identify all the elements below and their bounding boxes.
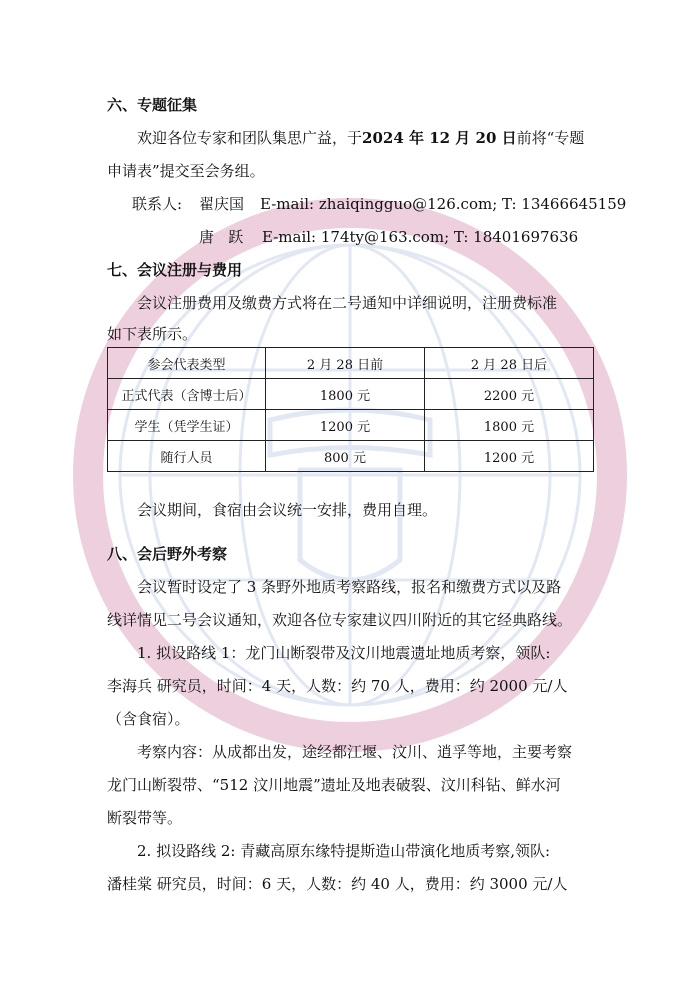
table-cell: 2200 元 [425,379,594,410]
table-header-cell: 2 月 28 日后 [425,348,594,379]
contact-1-name: 翟庆国 [199,195,245,213]
section-6-heading: 六、专题征集 [107,96,198,114]
contact-label: 联系人: [132,195,183,213]
route-1-content-line1: 考察内容：从成都出发，途经都江堰、汶川、逍孚等地，主要考察 [137,743,573,761]
route-2-line2: 潘桂棠 研究员，时间：6 天，人数：约 40 人，费用：约 3000 元/人 [107,875,568,893]
section-7-note: 会议期间，食宿由会议统一安排，费用自理。 [137,501,438,519]
table-header-row [108,348,594,379]
paragraph-text: 欢迎各位专家和团队集思广益，于 [137,129,363,147]
table-cell: 1200 元 [266,410,425,441]
contact-1-info: E-mail: zhaiqingguo@126.com; T: 13466645159 [260,195,627,213]
route-1-line2: 李海兵 研究员，时间：4 天，人数：约 70 人，费用：约 2000 元/人 [107,677,568,695]
table-cell: 随行人员 [108,441,266,472]
route-1-content-line3: 断裂带等。 [107,809,183,827]
route-1-line3: （含食宿）。 [107,710,190,728]
contact-2-info: E-mail: 174ty@163.com; T: 18401697636 [262,228,579,246]
paragraph-text: 前将“专题 [516,129,585,147]
table-cell: 1800 元 [425,410,594,441]
table-header-cell: 参会代表类型 [108,348,266,379]
route-1-content-line2: 龙门山断裂带、“512 汶川地震”遗址及地表破裂、汶川科钻、鲜水河 [107,776,561,794]
table-cell: 1800 元 [266,379,425,410]
table-row [108,441,594,472]
table-row [108,379,594,410]
section-8-paragraph: 会议暂时设定了 3 条野外地质考察路线，报名和缴费方式以及路 [137,578,562,596]
section-7-heading: 七、会议注册与费用 [107,261,243,279]
table-cell: 正式代表（含博士后） [108,379,266,410]
table-row [108,410,594,441]
route-2-line1: 2. 拟设路线 2: 青藏高原东缘特提斯造山带演化地质考察,领队: [137,842,551,860]
table-header-cell: 2 月 28 日前 [266,348,425,379]
table-cell: 800 元 [266,441,425,472]
table-cell: 1200 元 [425,441,594,472]
table-cell: 学生（凭学生证） [108,410,266,441]
route-1-line1: 1. 拟设路线 1：龙门山断裂带及汶川地震遗址地质考察，领队: [137,644,551,662]
section-7-paragraph: 会议注册费用及缴费方式将在二号通知中详细说明，注册费标准 [137,294,558,312]
section-8-heading: 八、会后野外考察 [107,545,228,563]
section-6-paragraph-line2: 申请表”提交至会务组。 [107,162,265,180]
section-7-paragraph-line2: 如下表所示。 [107,325,198,343]
section-6-paragraph [107,129,597,147]
section-8-paragraph-line2: 线详情见二号会议通知，欢迎各位专家建议四川附近的其它经典路线。 [107,611,573,629]
fee-table [107,347,594,472]
contact-2-name: 唐 跃 [199,228,244,246]
deadline-date: 2024 年 12 月 20 日 [362,129,517,147]
